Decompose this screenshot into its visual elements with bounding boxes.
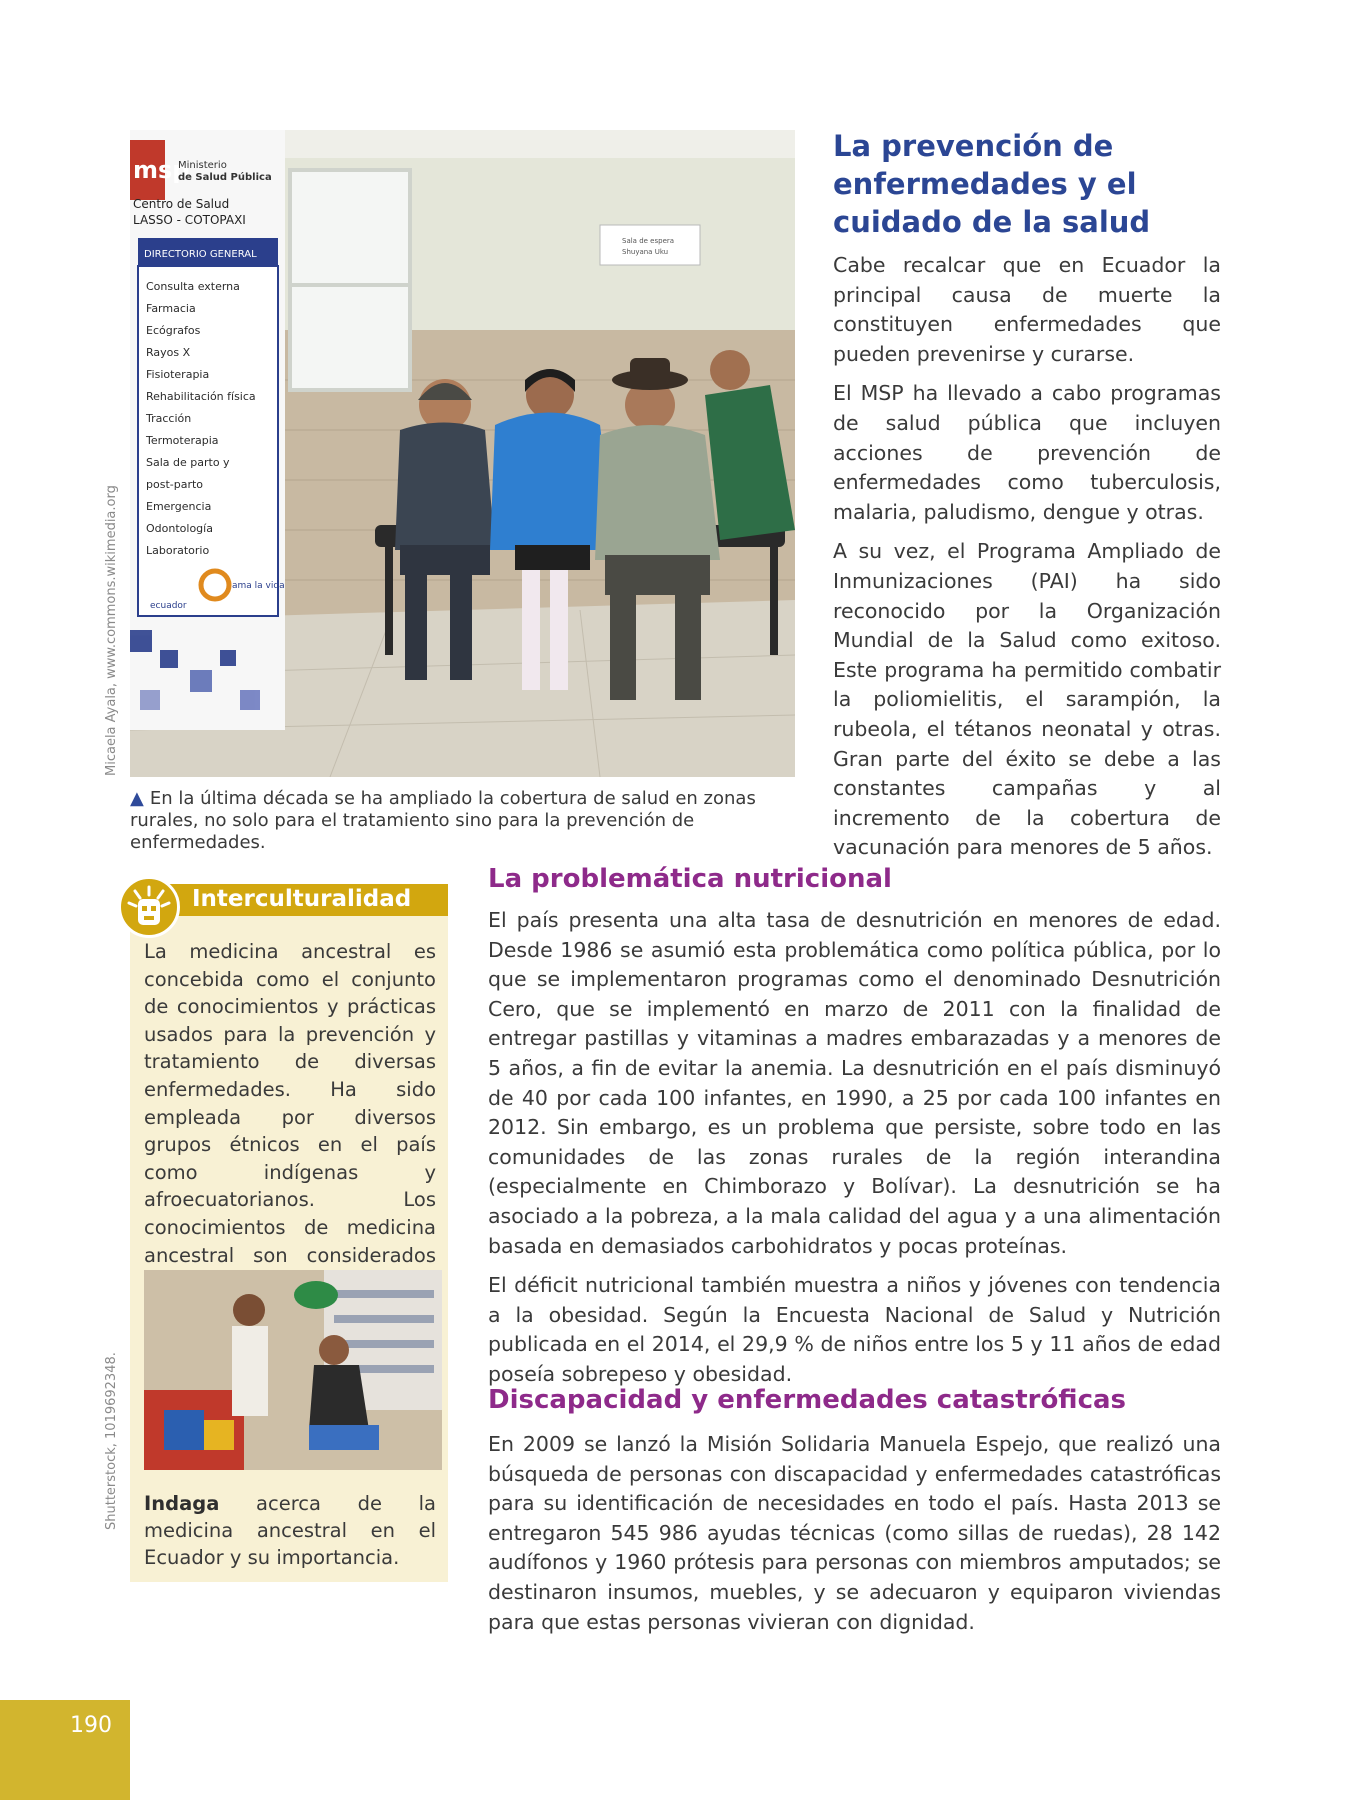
banner-footer-logo: ecuador (150, 601, 187, 611)
disability-body (488, 1430, 1221, 1647)
indaga-label: Indaga (144, 1492, 220, 1515)
ancestral-photo-credit: Shutterstock, 1019692348. (104, 1352, 119, 1530)
interculturalidad-title: Interculturalidad (192, 886, 412, 912)
interculturalidad-mask-icon (121, 879, 177, 935)
interculturalidad-text: La medicina ancestral es concebida como el conjunto de conocimientos y prácticas usados para la prevención y tratamiento de diversas enfermedades. Ha sido empleada por diversos grupos étnicos en el país como indígenas y afroecuatorianos. Los conocimientos de medicina ancestral son considerados (144, 940, 436, 1267)
banner-directory-item: post-parto (146, 478, 204, 491)
prevention-paragraph-2: El MSP ha llevado a cabo programas de salud pública que incluyen acciones de prevención de enfermedades como tuberculosis, malaria, paludismo, dengue y otras. (833, 381, 1221, 524)
banner-footer-slogan: ama la vida (232, 581, 285, 591)
caption-triangle-icon: ▲ (130, 788, 144, 809)
banner-directory-item: Laboratorio (146, 544, 210, 557)
indaga-text: acerca de la medicina ancestral en el Ecuador y su importancia. (144, 1492, 436, 1569)
page-number: 190 (70, 1713, 112, 1738)
banner-directory-item: Rayos X (146, 346, 191, 359)
wall-sign-line1: Sala de espera (622, 237, 675, 245)
banner-directory-item: Tracción (146, 412, 192, 425)
banner-directory-item: Rehabilitación física (146, 390, 256, 403)
banner-logo-letters: msp (133, 156, 190, 184)
caption-text: En la última década se ha ampliado la cobertura de salud en zonas rurales, no solo para el tratamiento sino para la prevención de enfermedades. (130, 788, 756, 853)
health-center-photo-illustration (130, 130, 795, 777)
banner-directory-item: Farmacia (146, 302, 196, 315)
ancestral-medicine-photo-illustration (144, 1270, 442, 1470)
nutrition-paragraph-1: El país presenta una alta tasa de desnutrición en menores de edad. Desde 1986 se asumió esta problemática como política pública, por lo que se implementaron programas como el denominado Desnutrición Cero, que se implementó en marzo de 2011 con la finalidad de entregar pastillas y vitaminas a madres embarazadas y a menores de 5 años, a fin de evitar la anemia. La desnutrición en el país disminuyó de 40 por cada 100 infantes, en 1990, a 25 por cada 100 infantes en 2012. Sin embargo, es un problema que persiste, sobre todo en las comunidades de las zonas rurales de la región interandina (especialmente en Chimborazo y Bolívar). La desnutrición se ha asociado a la pobreza, a la mala calidad del agua y a una alimentación basada en demasiados carbohidratos y pocas proteínas. (488, 908, 1221, 1258)
prevention-paragraph-1: Cabe recalcar que en Ecuador la principal causa de muerte la constituyen enfermedades que pueden prevenirse y curarse. (833, 253, 1221, 366)
banner-directory-item: Ecógrafos (146, 324, 201, 337)
wall-sign-line2: Shuyana Uku (622, 248, 669, 256)
indaga-activity (144, 1490, 436, 1571)
banner-ministry-line2: de Salud Pública (178, 172, 272, 183)
banner-directory-item: Consulta externa (146, 280, 240, 293)
main-photo-credit: Micaela Ayala, www.commons.wikimedia.org (104, 485, 119, 776)
health-center-photo (130, 130, 795, 777)
banner-ministry-line1: Ministerio (178, 160, 227, 171)
banner-directory-title: DIRECTORIO GENERAL (144, 249, 257, 260)
prevention-paragraph-3: A su vez, el Programa Ampliado de Inmunizaciones (PAI) ha sido reconocido por la Organización Mundial de la Salud como exitoso. Este programa ha permitido combatir la poliomielitis, el sarampión, la rubeola, el tétanos neonatal y otras. Gran parte del éxito se debe a las constantes campañas y al incremento de la cobertura de vacunación para menores de 5 años. (833, 539, 1221, 860)
prevention-heading: La prevención de enfermedades y el cuidado de la salud (833, 129, 1151, 239)
disability-paragraph-1: En 2009 se lanzó la Misión Solidaria Manuela Espejo, que realizó una búsqueda de personas con discapacidad y enfermedades catastróficas para su identificación de necesidades en todo el país. Hasta 2013 se entregaron 545 986 ayudas técnicas (como sillas de ruedas), 28 142 audífonos y 1960 prótesis para personas con miembros amputados; se destinaron insumos, muebles, y se adecuaron y equiparon viviendas para que estas personas vivieran con dignidad. (488, 1432, 1221, 1634)
banner-directory-item: Odontología (146, 522, 213, 535)
banner-directory-item: Sala de parto y (146, 456, 230, 469)
nutrition-body (488, 906, 1221, 1400)
nutrition-heading: La problemática nutricional (488, 864, 892, 894)
banner-directory-item: Fisioterapia (146, 368, 210, 381)
banner-directory-item: Emergencia (146, 500, 212, 513)
main-photo-caption (130, 788, 795, 854)
ancestral-medicine-photo (144, 1270, 442, 1470)
disability-heading: Discapacidad y enfermedades catastróficas (488, 1385, 1127, 1415)
prevention-body (833, 251, 1221, 873)
banner-directory-item: Termoterapia (146, 434, 219, 447)
banner-center-line1: Centro de Salud (133, 197, 230, 211)
interculturalidad-badge (118, 876, 180, 938)
banner-center-line2: LASSO - COTOPAXI (133, 213, 246, 227)
nutrition-paragraph-2: El déficit nutricional también muestra a niños y jóvenes con tendencia a la obesidad. Según la Encuesta Nacional de Salud y Nutrición publicada en el 2014, el 29,9 % de niños entre los 5 y 11 años de edad poseía sobrepeso y obesidad. (488, 1273, 1221, 1386)
